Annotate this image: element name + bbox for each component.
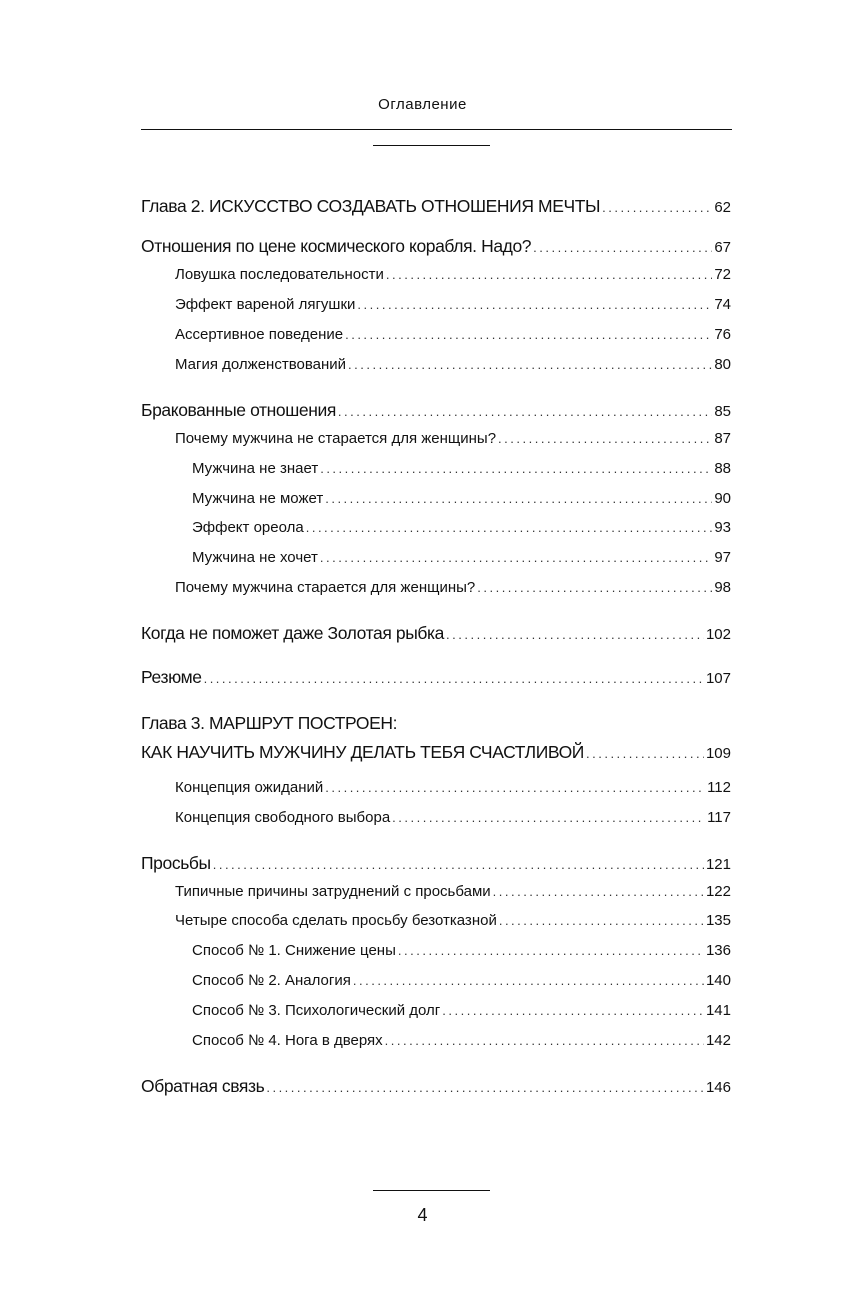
toc-entry-subsection[interactable] bbox=[175, 579, 731, 601]
toc-entry-section[interactable] bbox=[141, 400, 731, 422]
toc-entry-subsection[interactable] bbox=[175, 912, 731, 934]
footer-short-rule bbox=[373, 1190, 490, 1191]
toc-entry-page: 142 bbox=[705, 1032, 731, 1049]
toc-entry-page: 67 bbox=[714, 239, 731, 256]
dot-leader bbox=[398, 944, 704, 957]
page-number: 4 bbox=[417, 1205, 428, 1225]
dot-leader bbox=[385, 1034, 704, 1047]
toc-entry-title: Эффект ореола bbox=[192, 519, 304, 536]
dot-leader bbox=[442, 1004, 704, 1017]
toc-entry-page: 102 bbox=[705, 626, 731, 643]
toc-entry-section[interactable] bbox=[141, 853, 731, 875]
toc-entry-page: 97 bbox=[714, 549, 731, 566]
toc-entry-page: 90 bbox=[714, 490, 731, 507]
toc-entry-title: Концепция ожиданий bbox=[175, 779, 324, 796]
toc-entry-subsection[interactable] bbox=[175, 266, 731, 288]
toc-entry-subsection[interactable] bbox=[175, 430, 731, 452]
toc-entry-title: Просьбы bbox=[141, 853, 211, 873]
toc-entry-page: 146 bbox=[705, 1079, 731, 1096]
toc-entry-title: Мужчина не хочет bbox=[192, 549, 318, 566]
dot-leader bbox=[320, 551, 712, 564]
toc-entry-page: 112 bbox=[707, 779, 731, 796]
toc-entry-title: Мужчина не может bbox=[192, 490, 324, 507]
toc-entry-page: 72 bbox=[714, 266, 731, 283]
toc-entry-title: Почему мужчина не старается для женщины? bbox=[175, 430, 497, 447]
toc-entry-title: Эффект вареной лягушки bbox=[175, 296, 356, 313]
dot-leader bbox=[338, 405, 712, 418]
toc-entry-subsection[interactable] bbox=[175, 883, 731, 905]
toc-entry-title: Когда не поможет даже Золотая рыбка bbox=[141, 623, 445, 643]
toc-entry-page: 74 bbox=[714, 296, 731, 313]
toc-entry-subsubsection[interactable] bbox=[192, 490, 731, 512]
dot-leader bbox=[498, 432, 712, 445]
toc-entry-title: Глава 2. ИСКУССТВО СОЗДАВАТЬ ОТНОШЕНИЯ МЕЧТЫ bbox=[141, 196, 601, 216]
toc-entry-subsection[interactable] bbox=[175, 326, 731, 348]
toc-entry-title: Магия долженствований bbox=[175, 356, 347, 373]
toc-entry-subsubsection[interactable] bbox=[192, 972, 731, 994]
toc-entry-subsection[interactable] bbox=[175, 779, 731, 801]
dot-leader bbox=[213, 858, 704, 871]
toc-entry-page: 88 bbox=[714, 460, 731, 477]
running-header: Оглавление bbox=[378, 96, 467, 113]
toc-entry-page: 122 bbox=[705, 883, 731, 900]
toc-entry-subsubsection[interactable] bbox=[192, 519, 731, 541]
toc-entry-page: 93 bbox=[714, 519, 731, 536]
dot-leader bbox=[446, 628, 704, 641]
toc-entry-subsubsection[interactable] bbox=[192, 1002, 731, 1024]
toc-entry-subsubsection[interactable] bbox=[192, 942, 731, 964]
header-rule bbox=[141, 129, 732, 130]
dot-leader bbox=[325, 492, 712, 505]
dot-leader bbox=[266, 1081, 704, 1094]
toc-entry-page: 80 bbox=[714, 356, 731, 373]
toc-entry-title: КАК НАУЧИТЬ МУЖЧИНУ ДЕЛАТЬ ТЕБЯ СЧАСТЛИВОЙ bbox=[141, 742, 584, 762]
toc-entry-section[interactable] bbox=[141, 1076, 731, 1098]
toc-entry-page: 140 bbox=[705, 972, 731, 989]
dot-leader bbox=[386, 268, 712, 281]
toc-entry-title: Способ № 4. Нога в дверях bbox=[192, 1032, 383, 1049]
toc-entry-page: 76 bbox=[714, 326, 731, 343]
dot-leader bbox=[602, 201, 712, 214]
dot-leader bbox=[499, 914, 704, 927]
header-short-rule bbox=[373, 145, 490, 146]
dot-leader bbox=[306, 521, 713, 534]
toc-entry-section[interactable] bbox=[141, 236, 731, 258]
toc-entry-page: 98 bbox=[714, 579, 731, 596]
toc-entry-section[interactable] bbox=[141, 623, 731, 645]
toc-entry-chapter-3[interactable] bbox=[141, 742, 731, 764]
dot-leader bbox=[204, 672, 704, 685]
dot-leader bbox=[320, 462, 712, 475]
toc-entry-title: Обратная связь bbox=[141, 1076, 265, 1096]
toc-entry-subsection[interactable] bbox=[175, 356, 731, 378]
toc-entry-page: 141 bbox=[705, 1002, 731, 1019]
toc-entry-title: Почему мужчина старается для женщины? bbox=[175, 579, 476, 596]
toc-entry-title: Концепция свободного выбора bbox=[175, 809, 391, 826]
toc-entry-title: Ассертивное поведение bbox=[175, 326, 344, 343]
toc-entry-subsubsection[interactable] bbox=[192, 460, 731, 482]
toc-entry-title: Четыре способа сделать просьбу безотказной bbox=[175, 912, 497, 929]
toc-entry-subsubsection[interactable] bbox=[192, 549, 731, 571]
toc-entry-page: 121 bbox=[705, 856, 731, 873]
toc-entry-page: 85 bbox=[714, 403, 731, 420]
toc-entry-page: 109 bbox=[705, 745, 731, 762]
toc-entry-title: Ловушка последовательности bbox=[175, 266, 384, 283]
toc-entry-page: 117 bbox=[707, 809, 731, 826]
toc-entry-page: 62 bbox=[714, 199, 731, 216]
dot-leader bbox=[533, 241, 712, 254]
toc-entry-title: Резюме bbox=[141, 667, 202, 687]
toc-entry-subsubsection[interactable] bbox=[192, 1032, 731, 1054]
toc-entry-title: Отношения по цене космического корабля. Надо? bbox=[141, 236, 532, 256]
dot-leader bbox=[325, 781, 705, 794]
toc-entry-subsection[interactable] bbox=[175, 809, 731, 831]
toc-entry-title: Мужчина не знает bbox=[192, 460, 319, 477]
toc-chapter-3-title-line1[interactable]: Глава 3. МАРШРУТ ПОСТРОЕН: bbox=[141, 713, 398, 733]
toc-entry-section[interactable] bbox=[141, 667, 731, 689]
dot-leader bbox=[357, 298, 712, 311]
dot-leader bbox=[392, 811, 705, 824]
toc-entry-title: Способ № 1. Снижение цены bbox=[192, 942, 396, 959]
toc-entry-page: 136 bbox=[705, 942, 731, 959]
toc-entry-title: Способ № 2. Аналогия bbox=[192, 972, 351, 989]
dot-leader bbox=[348, 358, 712, 371]
dot-leader bbox=[477, 581, 712, 594]
toc-entry-page: 107 bbox=[705, 670, 731, 687]
toc-entry-page: 87 bbox=[714, 430, 731, 447]
toc-entry-page: 135 bbox=[705, 912, 731, 929]
dot-leader bbox=[345, 328, 712, 341]
toc-entry-title: Типичные причины затруднений с просьбами bbox=[175, 883, 491, 900]
toc-entry-chapter-2[interactable] bbox=[141, 196, 731, 218]
toc-entry-subsection[interactable] bbox=[175, 296, 731, 318]
dot-leader bbox=[353, 974, 704, 987]
toc-entry-title: Бракованные отношения bbox=[141, 400, 336, 420]
dot-leader bbox=[493, 885, 704, 898]
toc-entry-title: Способ № 3. Психологический долг bbox=[192, 1002, 441, 1019]
dot-leader bbox=[586, 747, 704, 760]
